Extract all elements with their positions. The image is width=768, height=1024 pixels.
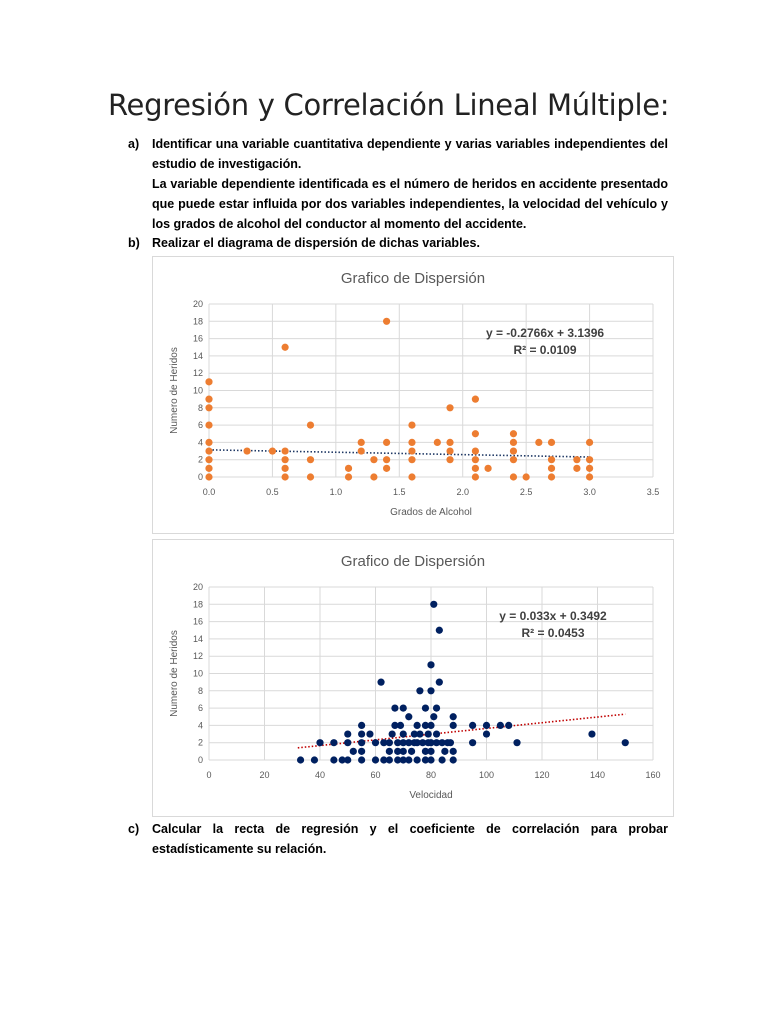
y-tick-label: 12 (192, 368, 203, 379)
data-point (427, 661, 434, 668)
data-point (383, 456, 390, 463)
data-point (400, 748, 407, 755)
data-point (405, 713, 412, 720)
chart-velocidad-svg (153, 540, 673, 816)
data-point (282, 473, 289, 480)
r-squared: R² = 0.0453 (521, 626, 585, 640)
y-tick-label: 10 (192, 668, 203, 679)
data-point (408, 447, 415, 454)
data-point (441, 748, 448, 755)
data-point (297, 756, 304, 763)
x-axis-label: Grados de Alcohol (390, 507, 472, 518)
data-point (377, 679, 384, 686)
item-c-text: Calcular la recta de regresión y el coeficiente de correlación para probar estadísticamente su relación. (152, 822, 668, 856)
data-point (586, 439, 593, 446)
data-point (408, 473, 415, 480)
data-point (446, 447, 453, 454)
y-tick-label: 14 (192, 350, 203, 361)
data-point (311, 756, 318, 763)
y-tick-label: 16 (192, 616, 203, 627)
data-point (383, 439, 390, 446)
data-point (446, 404, 453, 411)
chart-alcohol-svg (153, 257, 673, 533)
data-point (386, 756, 393, 763)
data-point (422, 705, 429, 712)
data-point (450, 722, 457, 729)
data-point (434, 439, 441, 446)
y-tick-label: 6 (197, 420, 203, 431)
data-point (358, 748, 365, 755)
y-axis-label: Numero de Heridos (169, 347, 180, 434)
y-tick-label: 6 (197, 703, 203, 714)
data-point (573, 465, 580, 472)
item-a-question: Identificar una variable cuantitativa dependiente y varias variables independientes del estudio de investigación. (152, 137, 668, 171)
x-tick-label: 160 (645, 770, 661, 780)
data-point (586, 473, 593, 480)
data-point (370, 456, 377, 463)
data-point (450, 713, 457, 720)
data-point (269, 447, 276, 454)
x-tick-label: 120 (534, 770, 550, 780)
data-point (397, 722, 404, 729)
data-point (330, 756, 337, 763)
y-tick-label: 4 (197, 437, 203, 448)
data-point (282, 447, 289, 454)
data-point (345, 473, 352, 480)
data-point (408, 456, 415, 463)
data-point (400, 730, 407, 737)
data-point (472, 456, 479, 463)
data-point (370, 473, 377, 480)
y-tick-label: 4 (197, 720, 203, 731)
x-tick-label: 0.5 (266, 487, 279, 497)
data-point (436, 627, 443, 634)
data-point (344, 756, 351, 763)
data-point (510, 473, 517, 480)
data-point (510, 430, 517, 437)
data-point (439, 756, 446, 763)
y-tick-label: 0 (197, 472, 203, 482)
data-point (483, 722, 490, 729)
data-point (425, 730, 432, 737)
data-point (535, 439, 542, 446)
x-tick-label: 1.0 (329, 487, 343, 497)
data-point (573, 456, 580, 463)
data-point (205, 422, 212, 429)
item-a-answer: La variable dependiente identificada es el número de heridos en accidente presentado que puede estar influida por dos variables independientes, la velocidad del vehículo y los grados de alcohol del conductor al momento del accidente. (152, 177, 668, 231)
scatter-chart-velocidad (152, 539, 674, 817)
item-a (128, 134, 668, 234)
data-point (586, 465, 593, 472)
data-point (408, 748, 415, 755)
x-tick-label: 1.5 (393, 487, 406, 497)
page-title: Regresión y Correlación Lineal Múltiple: (108, 88, 670, 122)
y-tick-label: 20 (192, 299, 203, 309)
data-point (484, 465, 491, 472)
data-point (505, 722, 512, 729)
data-point (446, 439, 453, 446)
data-point (469, 722, 476, 729)
y-tick-label: 0 (197, 755, 203, 765)
data-point (446, 456, 453, 463)
data-point (427, 748, 434, 755)
data-point (350, 748, 357, 755)
data-point (472, 430, 479, 437)
item-c-label: c) (128, 822, 140, 836)
data-point (372, 756, 379, 763)
data-point (205, 456, 212, 463)
y-tick-label: 2 (197, 737, 203, 748)
data-point (205, 465, 212, 472)
y-axis-label: Numero de Heridos (169, 630, 180, 717)
data-point (400, 705, 407, 712)
data-point (436, 679, 443, 686)
y-tick-label: 20 (192, 582, 203, 592)
data-point (386, 748, 393, 755)
data-point (205, 447, 212, 454)
regression-equation: y = -0.2766x + 3.1396 (485, 326, 605, 340)
x-tick-label: 3.5 (646, 487, 660, 497)
chart-title: Grafico de Dispersión (340, 553, 486, 570)
data-point (205, 378, 212, 385)
data-point (307, 473, 314, 480)
data-point (307, 422, 314, 429)
data-point (389, 730, 396, 737)
data-point (307, 456, 314, 463)
data-point (447, 739, 454, 746)
data-point (358, 730, 365, 737)
item-b (128, 233, 668, 253)
item-b-text: Realizar el diagrama de dispersión de dichas variables. (152, 236, 480, 250)
data-point (383, 318, 390, 325)
y-tick-label: 10 (192, 385, 203, 396)
y-tick-label: 14 (192, 633, 203, 644)
data-point (510, 447, 517, 454)
data-point (510, 456, 517, 463)
data-point (366, 730, 373, 737)
y-tick-label: 2 (197, 454, 203, 465)
x-tick-label: 2.5 (519, 487, 533, 497)
data-point (588, 730, 595, 737)
y-tick-label: 16 (192, 333, 203, 344)
data-point (358, 739, 365, 746)
data-point (523, 473, 530, 480)
data-point (430, 601, 437, 608)
data-point (586, 456, 593, 463)
y-tick-label: 8 (197, 685, 203, 696)
x-tick-label: 140 (589, 770, 606, 780)
data-point (205, 473, 212, 480)
item-a-label: a) (128, 137, 140, 151)
data-point (472, 447, 479, 454)
data-point (386, 739, 393, 746)
data-point (497, 722, 504, 729)
data-point (344, 739, 351, 746)
x-tick-label: 60 (370, 770, 381, 780)
data-point (383, 465, 390, 472)
data-point (472, 396, 479, 403)
data-point (433, 730, 440, 737)
data-point (358, 756, 365, 763)
regression-equation: y = 0.033x + 0.3492 (499, 609, 607, 623)
x-tick-label: 0.0 (202, 487, 216, 497)
data-point (548, 473, 555, 480)
data-point (316, 739, 323, 746)
x-tick-label: 100 (478, 770, 495, 780)
item-b-label: b) (128, 236, 140, 250)
data-point (405, 756, 412, 763)
x-tick-label: 3.0 (583, 487, 596, 497)
data-point (330, 739, 337, 746)
data-point (450, 748, 457, 755)
y-tick-label: 8 (197, 402, 203, 413)
data-point (510, 439, 517, 446)
data-point (282, 465, 289, 472)
data-point (427, 756, 434, 763)
data-point (548, 456, 555, 463)
r-squared: R² = 0.0109 (513, 343, 577, 357)
data-point (472, 473, 479, 480)
data-point (243, 447, 250, 454)
data-point (358, 439, 365, 446)
scatter-chart-alcohol (152, 256, 674, 534)
y-tick-label: 18 (192, 599, 203, 610)
data-point (430, 713, 437, 720)
x-tick-label: 40 (314, 770, 326, 780)
data-point (205, 396, 212, 403)
data-point (372, 739, 379, 746)
data-point (282, 456, 289, 463)
data-point (345, 465, 352, 472)
data-point (414, 722, 421, 729)
x-tick-label: 0 (206, 770, 212, 780)
item-c (128, 819, 668, 859)
data-point (358, 722, 365, 729)
data-point (408, 439, 415, 446)
data-point (391, 705, 398, 712)
x-tick-label: 80 (425, 770, 437, 780)
data-point (469, 739, 476, 746)
data-point (344, 730, 351, 737)
data-point (205, 404, 212, 411)
x-tick-label: 2.0 (456, 487, 469, 497)
data-point (416, 730, 423, 737)
data-point (408, 422, 415, 429)
data-point (427, 687, 434, 694)
chart-title: Grafico de Dispersión (340, 270, 486, 287)
data-point (622, 739, 629, 746)
data-point (205, 439, 212, 446)
data-point (433, 705, 440, 712)
y-tick-label: 18 (192, 316, 203, 327)
data-point (548, 465, 555, 472)
y-tick-label: 12 (192, 651, 203, 662)
data-point (513, 739, 520, 746)
data-point (450, 756, 457, 763)
x-tick-label: 20 (259, 770, 270, 780)
data-point (414, 756, 421, 763)
data-point (416, 687, 423, 694)
data-point (472, 465, 479, 472)
data-point (483, 730, 490, 737)
data-point (282, 344, 289, 351)
data-point (427, 722, 434, 729)
data-point (548, 439, 555, 446)
data-point (358, 447, 365, 454)
x-axis-label: Velocidad (409, 790, 453, 801)
